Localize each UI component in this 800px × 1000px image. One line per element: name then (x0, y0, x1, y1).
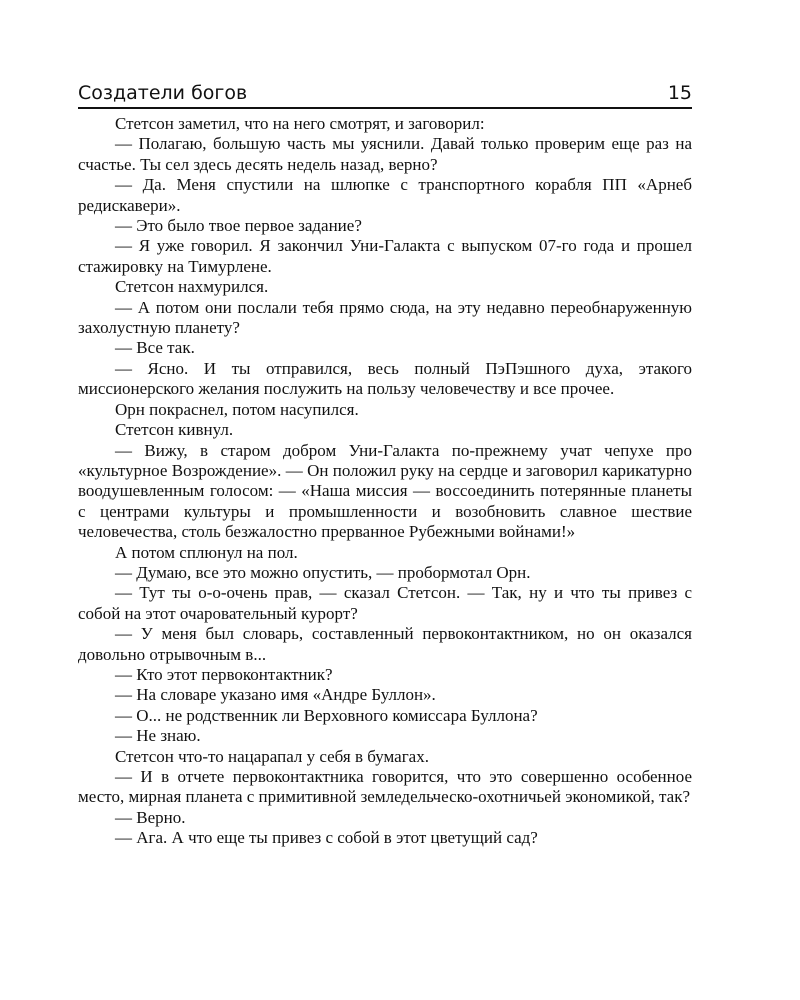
paragraph: — Я уже говорил. Я закончил Уни-Галакта с выпуском 07-го года и прошел стажировку на Тимурлене. (78, 236, 692, 276)
paragraph: — А потом они послали тебя прямо сюда, на эту недавно переобнаруженную захолустную планету? (78, 297, 692, 338)
running-title: Создатели богов (78, 82, 248, 104)
paragraph: — Не знаю. (115, 726, 201, 746)
paragraph: — Ясно. И ты отправился, весь полный ПэПэшного духа, этакого миссионерского желания послужить на пользу человечеству и все прочее. (78, 358, 692, 399)
paragraph: — Полагаю, большую часть мы уяснили. Давай только проверим еще раз на счастье. Ты сел здесь десять недель назад, верно? (78, 134, 692, 174)
paragraph: — О... не родственник ли Верховного комиссара Буллона? (115, 705, 538, 725)
paragraph: А потом сплюнул на пол. (115, 542, 298, 562)
body-text (78, 114, 692, 849)
paragraph: — Да. Меня спустили на шлюпке с транспортного корабля ПП «Арнеб редискавери». (78, 175, 692, 215)
paragraph: — Ага. А что еще ты привез с собой в этот цветущий сад? (115, 828, 538, 848)
paragraph: Орн покраснел, потом насупился. (115, 399, 359, 419)
paragraph: — Кто этот первоконтактник? (115, 664, 333, 684)
page-number: 15 (667, 82, 692, 104)
paragraph: Стетсон кивнул. (115, 420, 234, 440)
running-header (78, 80, 692, 106)
paragraph: — Все так. (115, 338, 195, 358)
paragraph: Стетсон что-то нацарапал у себя в бумагах. (115, 746, 429, 766)
paragraph: — У меня был словарь, составленный первоконтактником, но он оказался довольно отрывочным в... (78, 624, 692, 664)
paragraph: Стетсон нахмурился. (115, 277, 269, 297)
paragraph: — На словаре указано имя «Андре Буллон». (115, 685, 436, 705)
paragraph: — Верно. (115, 807, 186, 827)
header-rule (78, 107, 692, 109)
paragraph: — И в отчете первоконтактника говорится, что это совершенно особенное место, мирная планета с примитивной земледельческо-охотничьей экономикой, так? (78, 767, 692, 807)
paragraph: — Тут ты о-о-очень прав, — сказал Стетсон. — Так, ну и что ты привез с собой на этот очаровательный курорт? (78, 583, 692, 623)
paragraph: — Вижу, в старом добром Уни-Галакта по-прежнему учат чепухе про «культурное Возрождение». — Он положил руку на сердце и заговорил карикатурно воодушевленным голосом: — «Наша миссия — воссоединить потерянные планеты с центрами культуры и промышленности и возобновить славное шествие человечества, столь безжалостно прерванное Рубежными войнами!» (78, 440, 692, 542)
paragraph: Стетсон заметил, что на него смотрят, и заговорил: (115, 114, 485, 133)
paragraph: — Думаю, все это можно опустить, — пробормотал Орн. (115, 562, 531, 582)
paragraph: — Это было твое первое задание? (115, 216, 362, 236)
